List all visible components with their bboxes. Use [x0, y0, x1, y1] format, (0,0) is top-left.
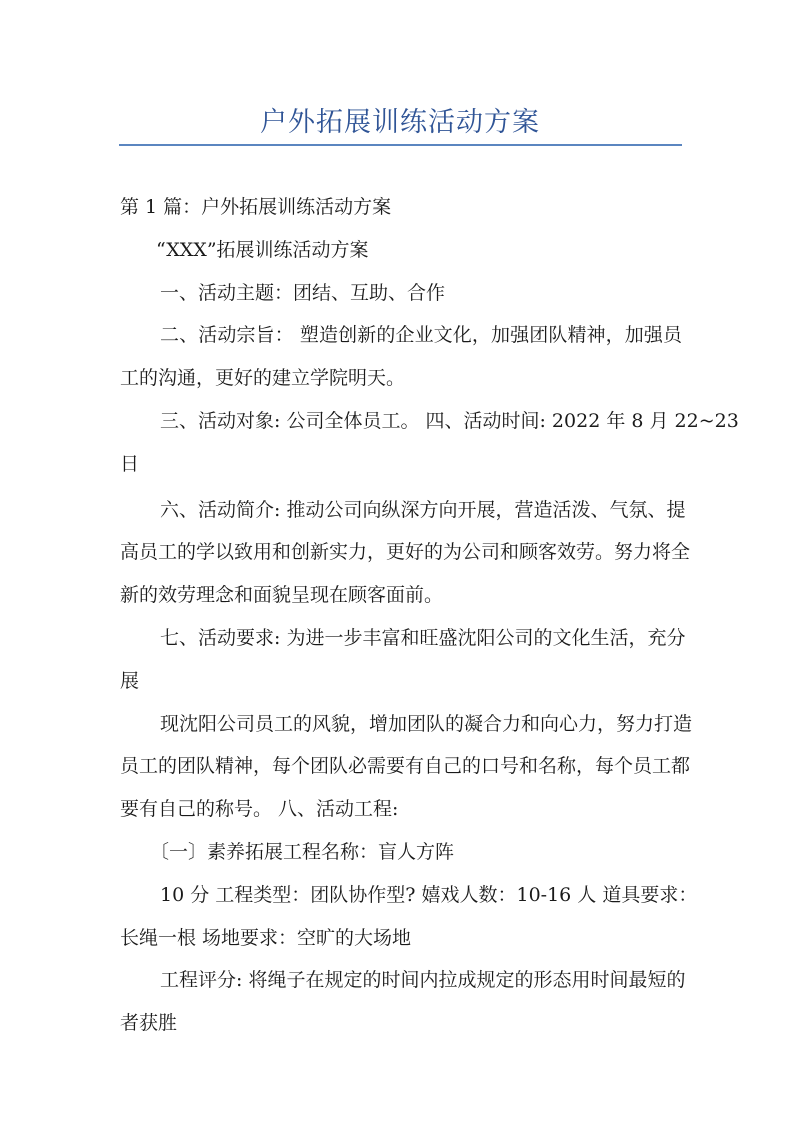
- paragraph-line: 三、活动对象: 公司全体员工。 四、活动时间: 2022 年 8 月 22~23: [160, 409, 739, 432]
- paragraph-line: 10 分 工程类型：团队协作型? 嬉戏人数：10-16 人 道具要求：: [160, 883, 698, 906]
- title-divider: [119, 144, 682, 146]
- document-body: [120, 186, 739, 1045]
- paragraph-line: 现沈阳公司员工的风貌，增加团队的凝合力和向心力，努力打造: [160, 712, 693, 735]
- paragraph-line: 二、活动宗旨： 塑造创新的企业文化，加强团队精神，加强员: [160, 324, 682, 347]
- paragraph-line: 新的效劳理念和面貌呈现在顾客面前。: [120, 584, 444, 607]
- paragraph-line: 六、活动简介: 推动公司向纵深方向开展，营造活泼、气氛、提: [160, 498, 686, 521]
- paragraph-line: 长绳一根 场地要求：空旷的大场地: [120, 926, 412, 949]
- plan-subtitle: “XXX”拓展训练活动方案: [156, 238, 369, 261]
- paragraph-line: 日: [120, 452, 140, 475]
- paragraph-line: 工的沟通，更好的建立学院明天。: [120, 367, 406, 390]
- paragraph-line: 〔一〕素养拓展工程名称：盲人方阵: [150, 840, 455, 863]
- paragraph-line: 高员工的学以致用和创新实力，更好的为公司和顾客效劳。努力将全: [120, 541, 691, 564]
- paragraph-line: 七、活动要求: 为进一步丰富和旺盛沈阳公司的文化生活，充分: [160, 626, 686, 649]
- paragraph-line: 要有自己的称号。 八、活动工程:: [120, 798, 399, 821]
- paragraph-line: 者获胜: [120, 1012, 178, 1035]
- paragraph-line: 工程评分: 将绳子在规定的时间内拉成规定的形态用时间最短的: [160, 969, 686, 992]
- paragraph-line: 员工的团队精神，每个团队必需要有自己的口号和名称，每个员工都: [120, 755, 691, 778]
- paragraph-line: 一、活动主题：团结、互助、合作: [160, 281, 446, 304]
- section-heading: 第 1 篇：户外拓展训练活动方案: [120, 196, 392, 218]
- paragraph-line: 展: [120, 669, 140, 692]
- document-title: 户外拓展训练活动方案: [260, 107, 540, 138]
